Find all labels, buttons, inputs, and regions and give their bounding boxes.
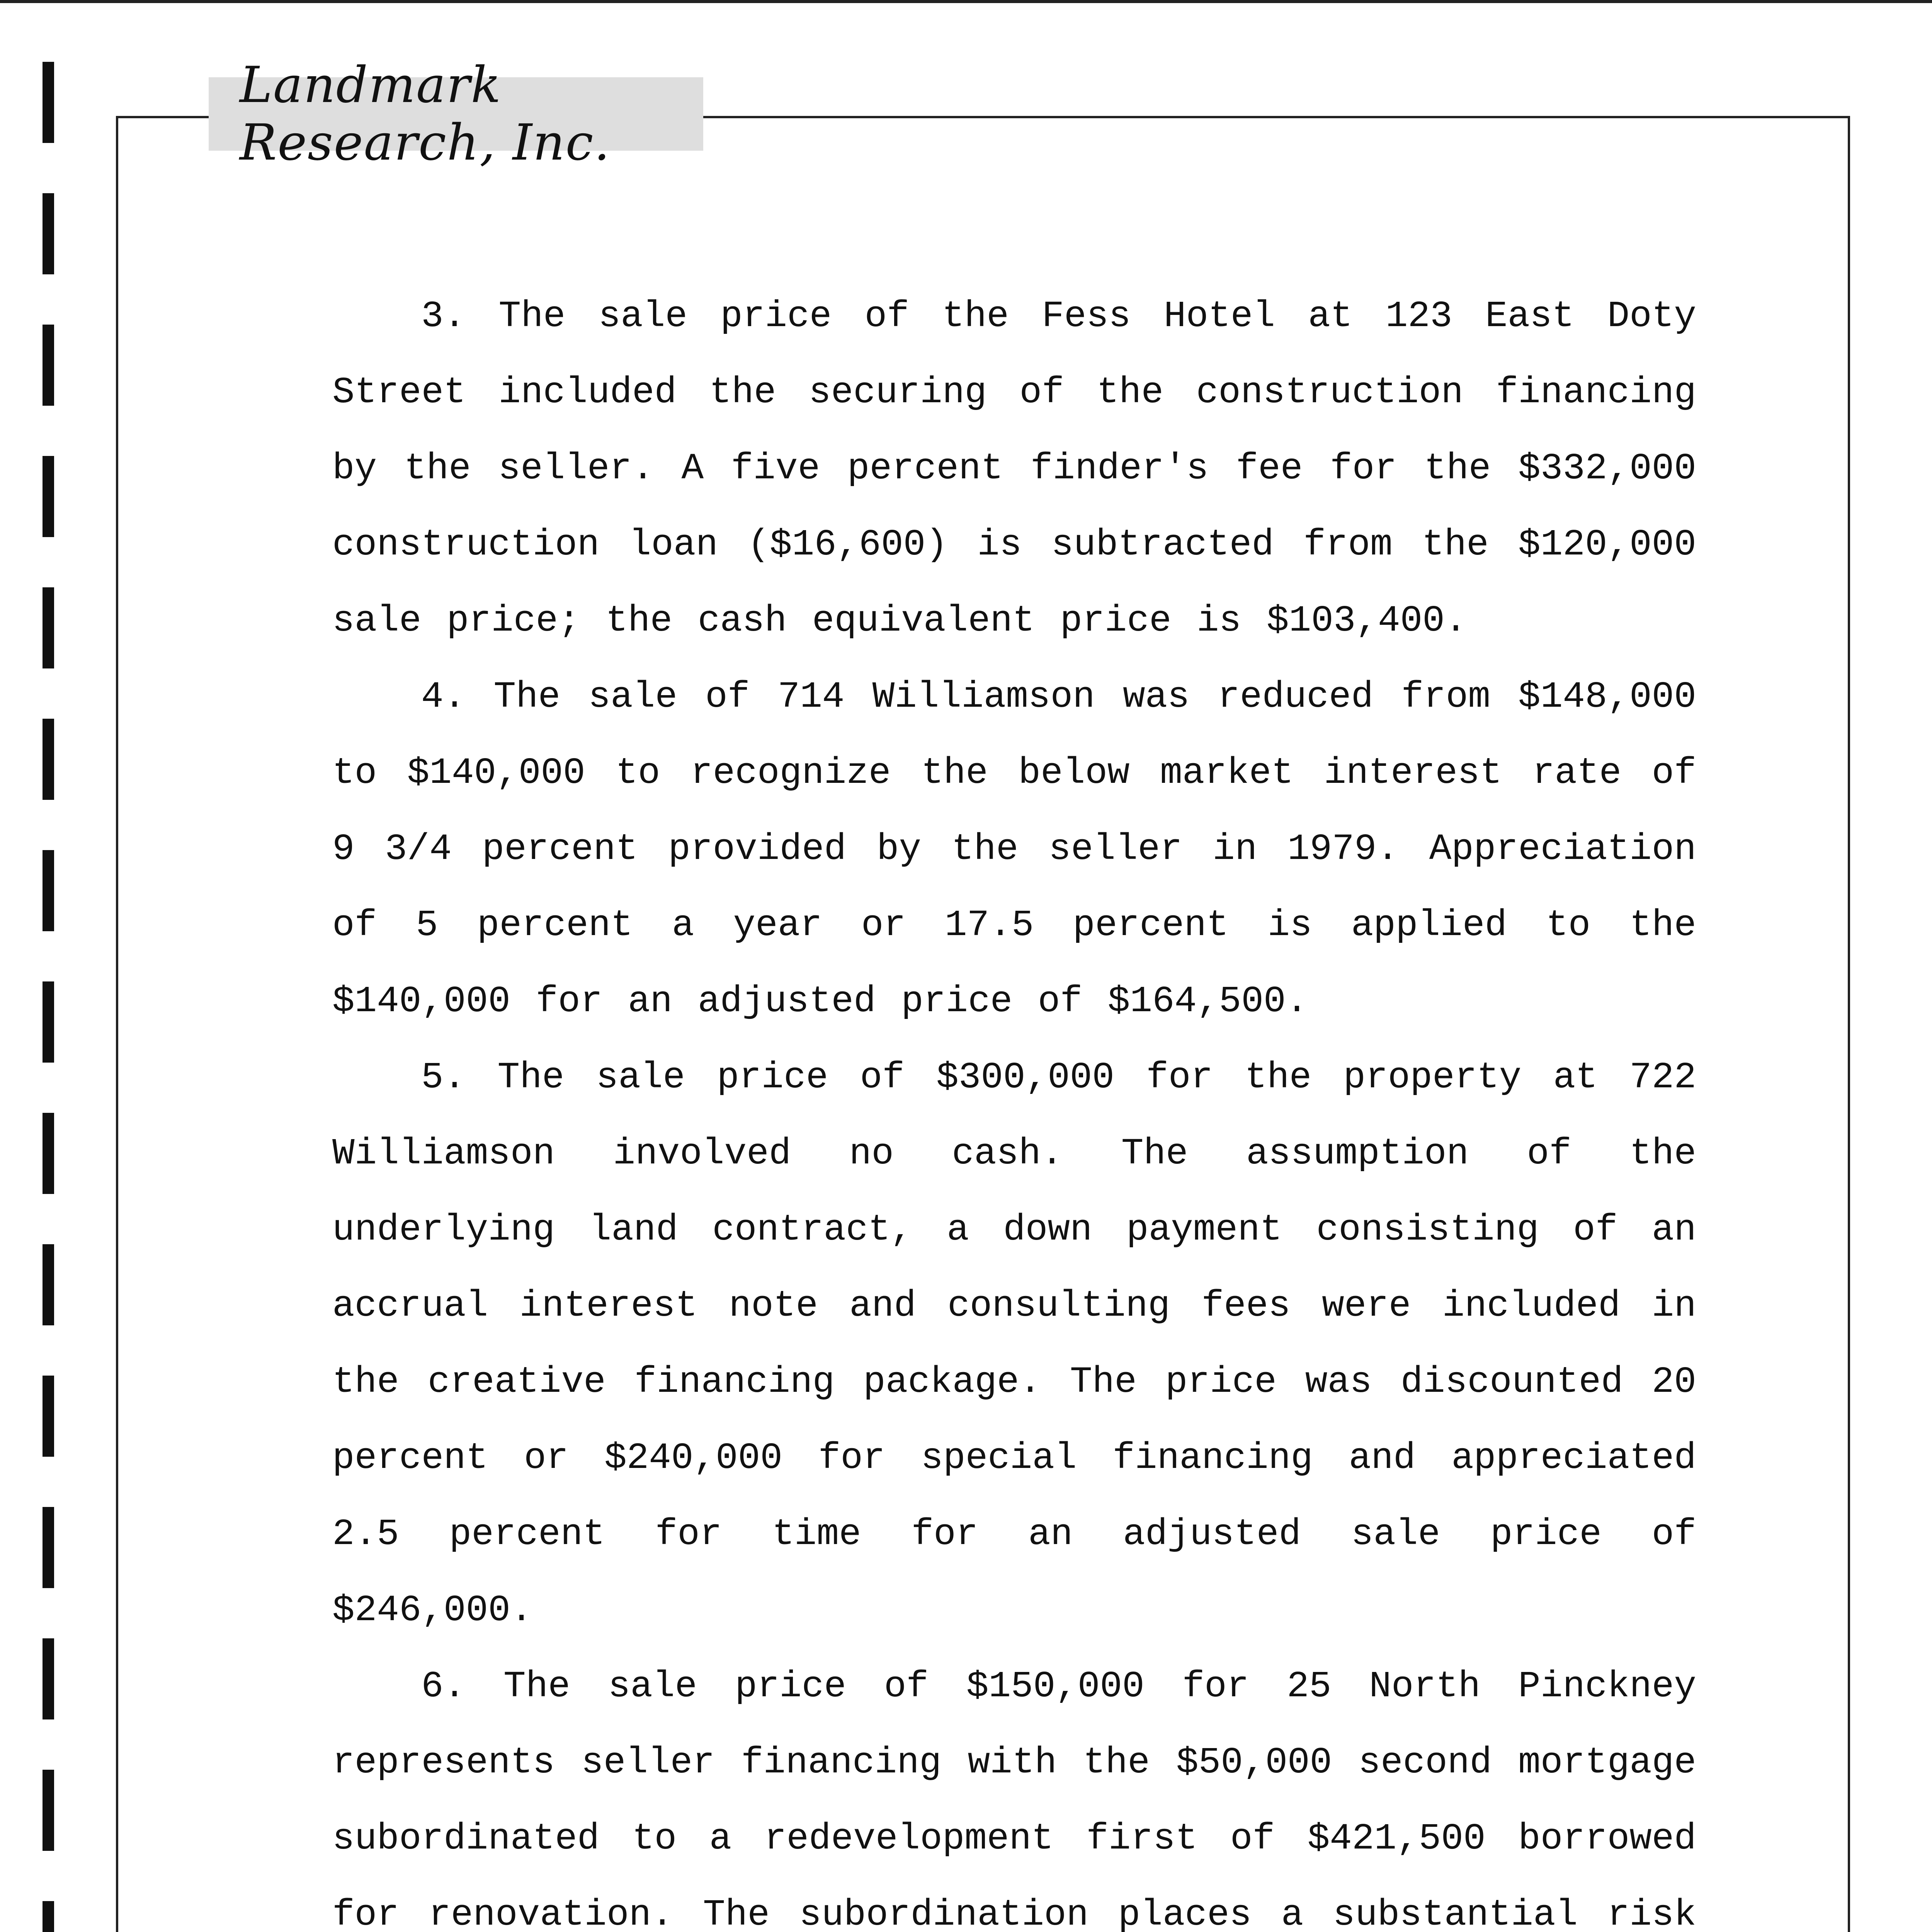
binding-mark — [43, 1770, 54, 1851]
paragraph-item-5: 5. The sale price of $300,000 for the property at 722 Williamson involved no cash. The assumption of the underlying land contract, a down payment consisting of an accrual interest note and consulting fees were included in the creative financing package. The price was discounted 20 percent or $240,000 for special financing and appreciated 2.5 percent for time for an adjusted sale price of $246,000. — [332, 1056, 1722, 1631]
paragraph-item-6: 6. The sale price of $150,000 for 25 North Pinckney represents seller financing with the $50,000 second mortgage subordinated to a redevelopment first of $421,500 borrowed for renovation. The subordination places a substantial risk — [332, 1665, 1696, 1932]
binding-mark — [43, 981, 54, 1063]
binding-mark — [43, 1376, 54, 1457]
binding-mark — [43, 1244, 54, 1325]
binding-mark — [43, 1901, 54, 1932]
binding-mark — [43, 1113, 54, 1194]
binding-mark — [43, 1638, 54, 1719]
letterhead-logo: Landmark Research, Inc. — [209, 77, 703, 151]
document-body — [332, 278, 1722, 1932]
binding-mark — [43, 1507, 54, 1588]
binding-mark — [43, 193, 54, 274]
binding-mark — [43, 325, 54, 406]
binding-mark — [43, 850, 54, 931]
binding-mark — [43, 587, 54, 668]
paragraph-item-4: 4. The sale of 714 Williamson was reduced from $148,000 to $140,000 to recognize the below market interest rate of 9 3/4 percent provided by the seller in 1979. Appreciation of 5 percent a year or 17.5 percent is applied to the $140,000 for an adjusted price of $164,500. — [332, 676, 1722, 1022]
scan-top-edge — [0, 0, 1932, 3]
binding-mark — [43, 62, 54, 143]
binding-mark — [43, 719, 54, 800]
binding-mark — [43, 456, 54, 537]
paragraph-item-3: 3. The sale price of the Fess Hotel at 123 East Doty Street included the securing of the construction financing by the seller. A five percent finder's fee for the $332,000 construction loan ($16,600) is subtracted from the $120,000 sale price; the cash equivalent price is $103,400. — [332, 295, 1722, 642]
